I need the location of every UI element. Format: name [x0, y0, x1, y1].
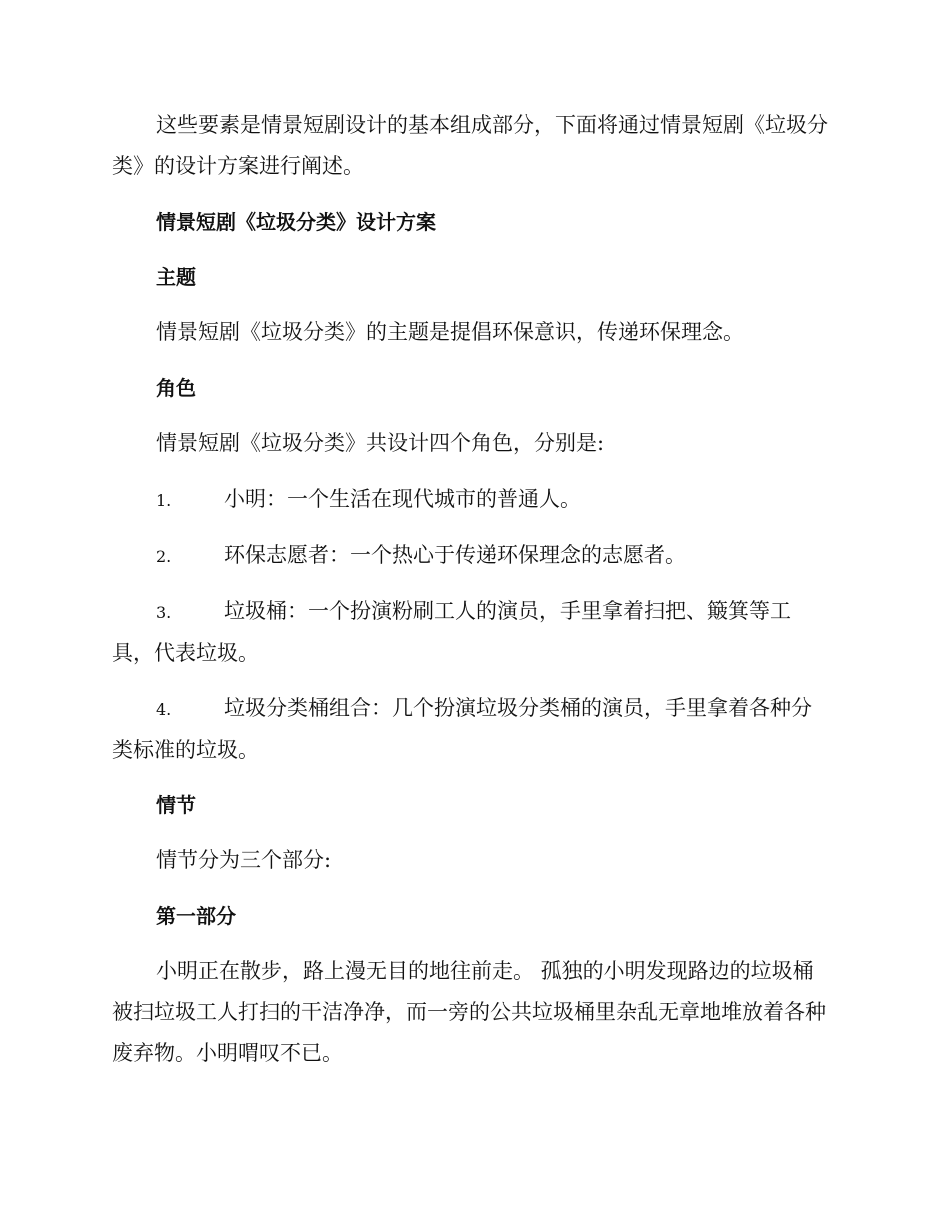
list-item-text: 垃圾桶：一个扮演粉刷工人的演员，手里拿着扫把、簸箕等工具，代表垃圾。 — [112, 599, 791, 665]
list-item-number: 1. — [156, 491, 172, 510]
list-item-text: 环保志愿者：一个热心于传递环保理念的志愿者。 — [224, 543, 686, 567]
theme-paragraph: 情景短剧《垃圾分类》的主题是提倡环保意识，传递环保理念。 — [156, 320, 744, 344]
list-item — [112, 688, 832, 771]
list-item — [112, 479, 832, 521]
plot-intro-paragraph: 情节分为三个部分: — [156, 848, 332, 872]
list-item-number: 4. — [156, 700, 172, 719]
roles-heading: 角色 — [156, 376, 196, 400]
list-item-number: 3. — [156, 603, 172, 622]
part1-paragraph: 小明正在散步，路上漫无目的地往前走。 孤独的小明发现路边的垃圾桶被扫垃圾工人打扫的干洁净净，而一旁的公共垃圾桶里杂乱无章地堆放着各种废弃物。小明喟叹不已。 — [112, 959, 826, 1065]
intro-paragraph: 这些要素是情景短剧设计的基本组成部分，下面将通过情景短剧《垃圾分类》的设计方案进行阐述。 — [112, 113, 828, 178]
plot-heading: 情节 — [156, 793, 196, 817]
part1-heading: 第一部分 — [156, 904, 236, 928]
section-title: 情景短剧《垃圾分类》设计方案 — [156, 210, 436, 234]
list-item-text: 垃圾分类桶组合：几个扮演垃圾分类桶的演员，手里拿着各种分类标准的垃圾。 — [112, 696, 812, 762]
theme-heading: 主题 — [156, 265, 196, 289]
roles-intro-paragraph: 情景短剧《垃圾分类》共设计四个角色，分别是: — [156, 431, 605, 455]
list-item-number: 2. — [156, 547, 172, 566]
list-item-text: 小明：一个生活在现代城市的普通人。 — [224, 487, 581, 511]
list-item — [112, 535, 832, 577]
list-item — [112, 591, 832, 674]
